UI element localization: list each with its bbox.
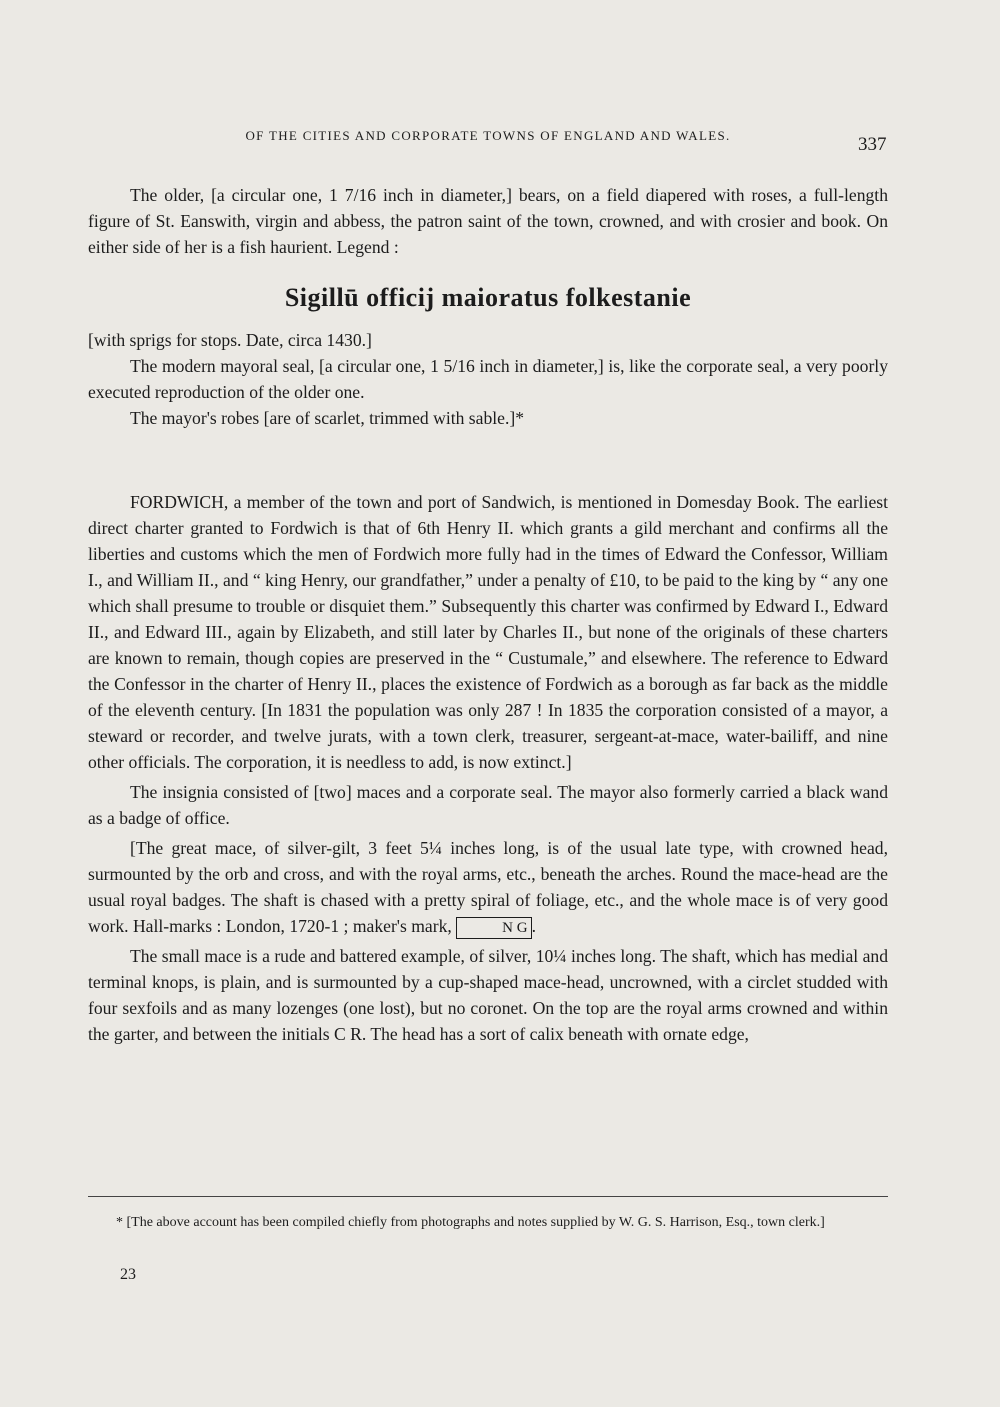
paragraph: The insignia consisted of [two] maces and a corporate seal. The mayor also formerly carried a black wand as a badge of office. bbox=[88, 782, 888, 828]
page-number: 337 bbox=[858, 134, 887, 155]
running-title: OF THE CITIES AND CORPORATE TOWNS OF ENGLAND AND WALES. bbox=[245, 128, 731, 143]
fordwich-section bbox=[88, 489, 888, 1047]
paragraph: The modern mayoral seal, [a circular one, 1 5/16 inch in diameter,] is, like the corporate seal, a very poorly executed reproduction of the older one. bbox=[88, 356, 888, 402]
makers-mark: N G bbox=[456, 917, 531, 939]
footnote-rule bbox=[88, 1196, 888, 1197]
paragraph: The older, [a circular one, 1 7/16 inch in diameter,] bears, on a field diapered with roses, a full-length figure of St. Eanswith, virgin and abbess, the patron saint of the town, crowned, and with crosier and book. On either side of her is a fish haurient. Legend : bbox=[88, 185, 888, 257]
footnote-text: * [The above account has been compiled chiefly from photographs and notes supplied by W. G. S. Harrison, Esq., town clerk.] bbox=[116, 1215, 825, 1230]
seal-legend: Sigillū officij maioratus folkestanie bbox=[284, 283, 692, 312]
paragraph: The small mace is a rude and battered example, of silver, 10¼ inches long. The shaft, which has medial and terminal knops, is plain, and is surmounted by a cup-shaped mace-head, uncrowned, with a circlet studded with four sexfoils and as many lozenges (one lost), but no coronet. On the top are the royal arms crowned and within the garter, and between the initials C R. The head has a sort of calix beneath with ornate edge, bbox=[88, 946, 888, 1044]
paragraph-text: [The great mace, of silver-gilt, 3 feet 5¼ inches long, is of the usual late type, with crowned head, surmounted by the orb and cross, and with the royal arms, etc., beneath the arches. Round the mace-head are the usual royal badges. The shaft is chased with a pretty spiral of foliage, etc., and the whole mace is of very good work. Hall-marks : London, 1720-1 ; maker's mark, bbox=[88, 838, 888, 936]
folkestone-seal-section bbox=[88, 182, 888, 260]
seal-notes-section bbox=[88, 327, 888, 431]
footnote bbox=[88, 1212, 888, 1234]
paragraph: [with sprigs for stops. Date, circa 1430.] bbox=[88, 330, 372, 350]
paragraph: [The great mace, of silver-gilt, 3 feet 5¼ inches long, is of the usual late type, with crowned head, surmounted by the orb and cross, and with the royal arms, etc., beneath the arches. Round the mace-head are the usual royal badges. The shaft is chased with a pretty spiral of foliage, etc., and the whole mace is of very good work. Hall-marks : London, 1720-1 ; maker's mark, N G . bbox=[88, 835, 888, 939]
paragraph: FORDWICH, a member of the town and port of Sandwich, is mentioned in Domesday Book. The earliest direct charter granted to Fordwich is that of 6th Henry II. which grants a gild merchant and confirms all the liberties and customs which the men of Fordwich more fully had in the times of Edward the Confessor, William I., and William II., and “ king Henry, our grandfather,” under a penalty of £10, to be paid to the king by “ any one which shall presume to trouble or disquiet them.” Subsequently this charter was confirmed by Edward I., Edward II., and Edward III., again by Elizabeth, and still later by Charles II., but none of the originals of these charters are known to remain, though copies are preserved in the “ Custumale,” and elsewhere. The reference to Edward the Confessor in the charter of Henry II., places the existence of Fordwich as a borough as far back as the middle of the eleventh century. [In 1831 the population was only 287 ! In 1835 the corporation consisted of a mayor, a steward or recorder, and twelve jurats, with a town clerk, treasurer, sergeant-at-mace, water-bailiff, and nine other officials. The corporation, it is needless to add, is now extinct.] bbox=[88, 492, 888, 772]
paragraph: The mayor's robes [are of scarlet, trimmed with sable.]* bbox=[130, 408, 525, 428]
signature-mark: 23 bbox=[120, 1266, 136, 1283]
